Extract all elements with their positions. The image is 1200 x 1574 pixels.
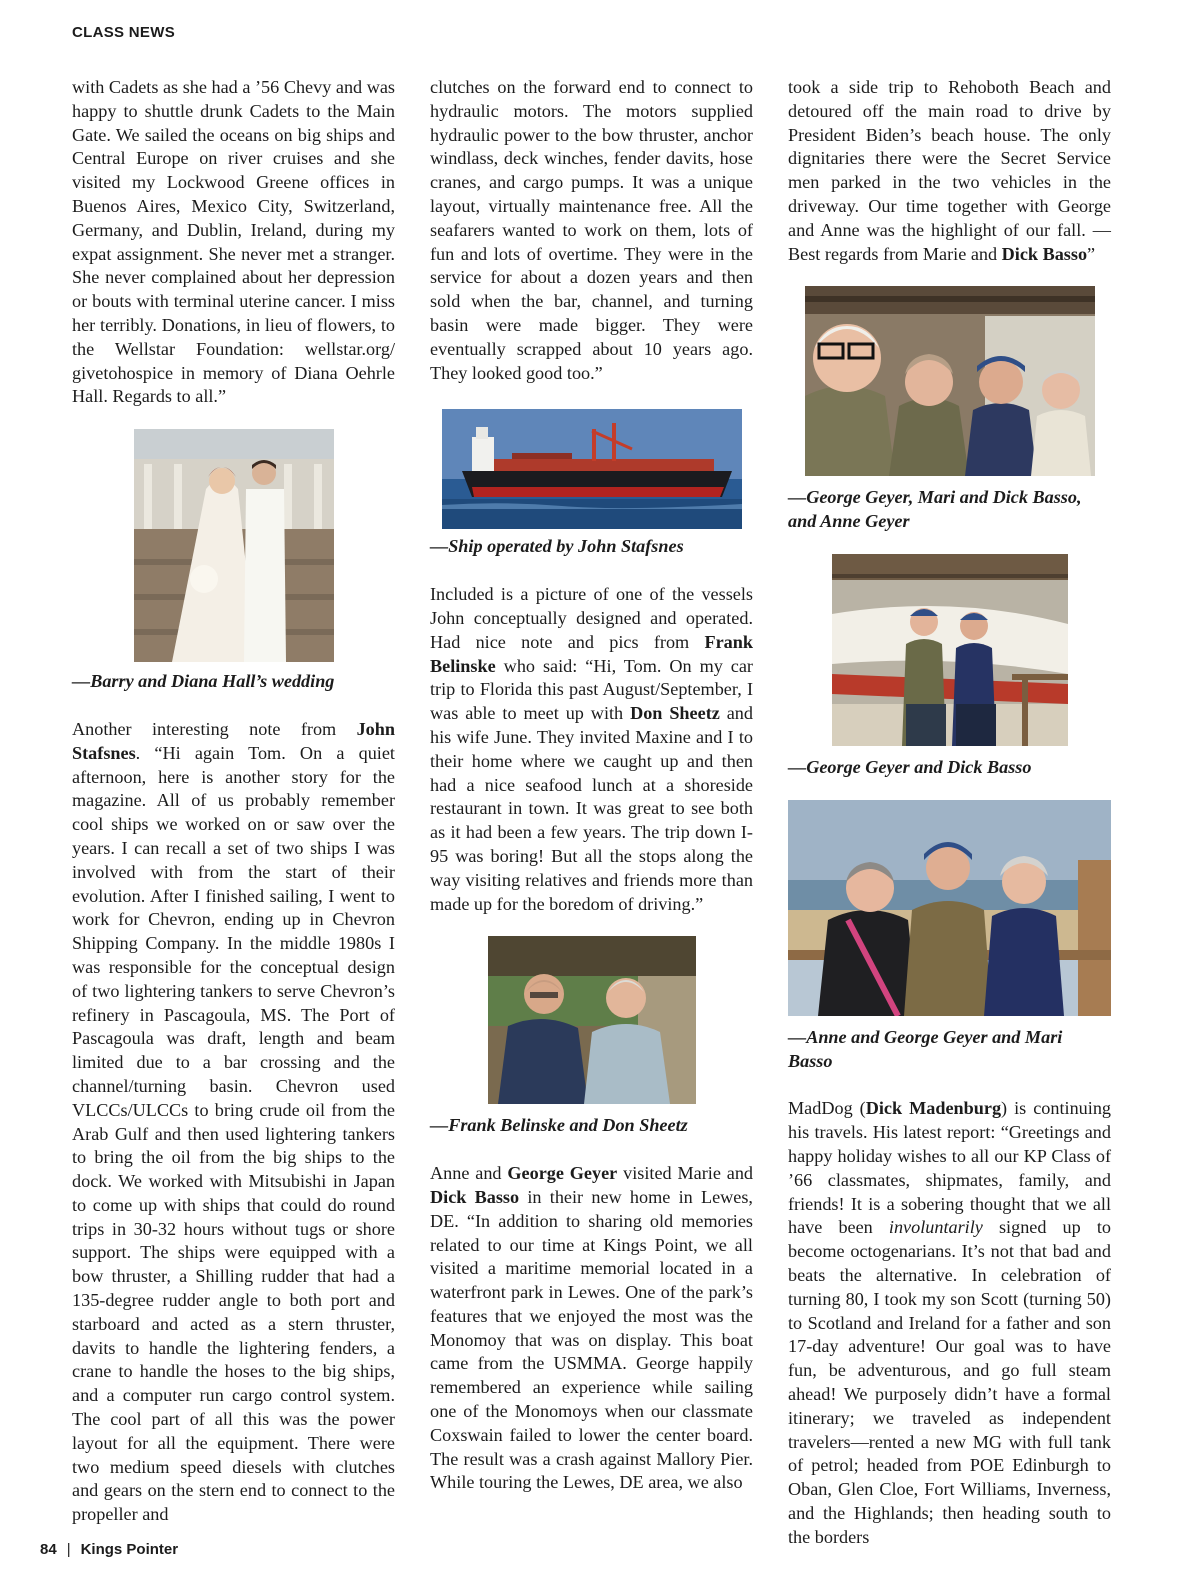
- photo-caption: —Ship operated by John Stafsnes: [430, 536, 684, 557]
- person-name: Don Sheetz: [630, 703, 720, 724]
- page-footer: [40, 1541, 178, 1558]
- photo-caption: —Frank Belinske and Don Sheetz: [430, 1115, 688, 1136]
- paragraph: Included is a picture of one of the vessels John conceptually designed and operated. Had nice note and pics from Frank Belinske who said: “Hi, Tom. On my car trip to Florida this past August/September, I was able to meet up with Don Sheetz and his wife June. They invited Maxine and I to their home where we caught up and then had a nice seafood lunch at a shoreside restaurant in town. It was great to see both as it had been a few years. The trip down I-95 was boring! But all the stops along the way visiting relatives and friends more than made up for the boredom of driving.”: [430, 584, 753, 914]
- photo-caption: —Barry and Diana Hall’s wedding: [72, 671, 335, 692]
- emphasis: involuntarily: [888, 1217, 983, 1238]
- publication-name: Kings Pointer: [80, 1541, 179, 1558]
- person-name: Dick Madenburg: [865, 1098, 1002, 1119]
- person-name: Frank Belinske: [430, 631, 753, 676]
- geyer-basso-boat-photo: [832, 554, 1068, 746]
- geyer-basso-selfie-photo: [805, 286, 1095, 476]
- column-3: [788, 76, 1111, 1574]
- paragraph: with Cadets as she had a ’56 Chevy and was happy to shuttle drunk Cadets to the Main Gate. We sailed the oceans on big ships and Central Europe on river cruises and she visited my Lockwood Greene offices in Buenos Aires, Mexico City, Switzerland, Germany, and Dublin, Ireland, during my expat assignment. She never met a stranger. She never complained about her depression or bouts with terminal uterine cancer. I miss her terribly. Donations, in lieu of flowers, to the Wellstar Foundation: wellstar.org/ givetohospice in memory of Diana Oehrle Hall. Regards to all.”: [72, 77, 395, 407]
- ship-photo: [442, 409, 742, 529]
- photo-caption: —George Geyer and Dick Basso: [788, 756, 1032, 777]
- person-name: Dick Basso: [430, 1186, 520, 1207]
- photo-caption: —Anne and George Geyer and Mari Basso: [788, 1026, 1063, 1071]
- column-2: [430, 76, 753, 1519]
- person-name: George Geyer: [507, 1163, 618, 1184]
- photo-caption: —George Geyer, Mari and Dick Basso, and Anne Geyer: [788, 487, 1082, 532]
- paragraph: clutches on the forward end to connect to hydraulic motors. The motors supplied hydraulic power to the bow thruster, anchor windlass, deck winches, fender davits, hose cranes, and cargo pumps. It was a unique layout, virtually maintenance free. All the seafarers wanted to work on them, lots of fun and lots of overtime. They were in the service for about a dozen years and then sold when the bar, channel, and turning basin were made bigger. They were eventually scrapped about 10 years ago. They looked good too.”: [430, 77, 753, 383]
- paragraph: Another interesting note from John Stafsnes. “Hi again Tom. On a quiet afternoon, here is another story for the magazine. All of us probably remember cool ships we worked on or saw over the years. I can recall a set of two ships I was involved with from the start of their evolution. After I finished sailing, I went to work for Chevron, ending up in Chevron Shipping Company. In the middle 1980s I was responsible for the conceptual design of two lightering tankers to serve Chevron’s refinery in Pascagoula, MS. The Port of Pascagoula was draft, length and beam limited due to a bar crossing and the channel/turning basin. Chevron used VLCCs/ULCCs to bring crude oil from the Arab Gulf and then used lightering tankers to bring the oil from the big ships to the dock. We worked with Mitsubishi in Japan to come up with ships that could do round trips in 30-32 hours without tugs or shore support. The ships were equipped with a bow thruster, a Shilling rudder that had a 135-degree rudder angle to both port and starboard and acted as a stern thruster, davits to handle the lightering fenders, a crane to handle the hoses to the big ships, and a computer run cargo control system. The cool part of all this was the power layout for all the equipment. There were two medium speed diesels with clutches and gears on the stern end to connect to the propeller and: [72, 718, 395, 1525]
- person-name: John Stafsnes: [72, 718, 395, 763]
- belinske-sheetz-photo: [488, 936, 696, 1104]
- section-header: CLASS NEWS: [72, 24, 176, 41]
- paragraph: MadDog (Dick Madenburg) is continuing his travels. His latest report: “Greetings and happy holiday wishes to all our KP Class of ’66 classmates, shipmates, family, and friends! It is a sobering thought that we all have been involuntarily signed up to become octogenarians. It’s not that bad and beats the alternative. In celebration of turning 80, I took my son Scott (turning 50) to Scotland and Ireland for a father and son 17-day adventure! Our goal was to have fun, be adventurous, and go full steam ahead! We purposely didn’t have a formal itinerary; we traveled as independent travelers—rented a new MG with full tank of petrol; headed from POE Edinburgh to Oban, Glen Cloe, Fort Williams, Inverness, and the Highlands; then heading south to the borders: [788, 1098, 1112, 1547]
- footer-separator: |: [66, 1541, 71, 1558]
- paragraph: Anne and George Geyer visited Marie and Dick Basso in their new home in Lewes, DE. “In addition to sharing old memories related to our time at Kings Point, we all visited a maritime memorial located in a waterfront park in Lewes. One of the park’s features that we enjoyed the most was the Monomoy that was on display. This boat came from the USMMA. George happily remembered an experience while sailing one of the Monomoys when our classmate Coxswain failed to lower the center board. The result was a crash against Mallory Pier. While touring the Lewes, DE area, we also: [430, 1163, 754, 1493]
- wedding-photo: [134, 429, 334, 662]
- column-1: [72, 76, 395, 1551]
- person-name: Dick Basso: [1001, 243, 1088, 264]
- paragraph: took a side trip to Rehoboth Beach and detoured off the main road to drive by President Biden’s beach house. The only dignitaries there were the Secret Service men parked in the two vehicles in the driveway. Our time together with George and Anne was the highlight of our fall. —Best regards from Marie and Dick Basso”: [788, 77, 1111, 264]
- page-number: 84: [40, 1541, 57, 1558]
- geyer-basso-beach-photo: [788, 800, 1111, 1016]
